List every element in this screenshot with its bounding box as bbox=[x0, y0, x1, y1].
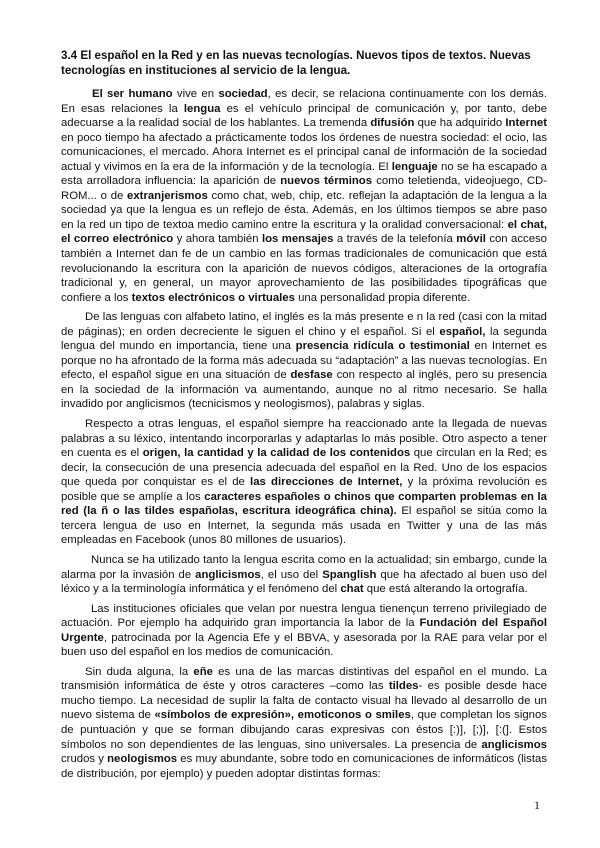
bold-term: lenguaje bbox=[391, 160, 438, 173]
text-run: Sin duda alguna, la bbox=[85, 665, 194, 678]
text-run: que circulan en la Red; es decir, la consecución de una presencia adecuada del español en la Red. Uno de los espacios que queda por conquistar es el de bbox=[61, 447, 547, 489]
text-run: es una de las marcas distintivas del español en el mundo. La transmisión informática de éste y otros caracteres –como las bbox=[61, 665, 547, 693]
text-run: la segunda lengua del mundo en importancia, tiene una bbox=[61, 325, 547, 353]
bold-term: origen, la cantidad y la calidad de los contenidos bbox=[142, 447, 411, 460]
text-run: Respecto a otras lenguas, el español siempre ha reaccionado ante la llegada de nuevas palabras a su léxico, intentando incorporarlas y adaptarlas lo más posible. Otro aspecto a tener en cuenta es el bbox=[61, 418, 547, 460]
bold-term: Fundación del Español Urgente bbox=[61, 617, 547, 644]
text-run: como teletienda, videojuego, CD-ROM... o de bbox=[61, 175, 547, 202]
text-run: vive en bbox=[172, 88, 219, 100]
text-run: en Internet es porque no ha afrontado de la forma más adecuada su “adaptación” a las nuevas tecnologías. En efecto, el español sigue en una situación de bbox=[61, 340, 547, 382]
bold-term: caracteres españoles o chinos que comparten problemas en la red (la ñ o las tildes españolas, escritura ideográfica china). bbox=[61, 490, 547, 518]
text-run: , que completan los signos de puntuación y que se forman dibujando caras expresivas con éstos [:)], [;)], [:(]. Estos símbolos no son dependientes de las lenguas, sino universales. La presencia de bbox=[61, 709, 547, 751]
bold-term: «símbolos de expresión», emoticonos o smiles bbox=[154, 709, 411, 722]
text-run: , patrocinada por la Agencia Efe y el BBVA, y asesorada por la RAE para velar por el buen uso del español en los medios de comunicación. bbox=[61, 631, 547, 659]
paragraph-4 bbox=[61, 553, 547, 597]
text-run: y ahora también bbox=[173, 233, 262, 246]
bold-term: Spanglish bbox=[322, 568, 377, 581]
text-run: con acceso también a Internet dan fe de un cambio en las formas tradicionales de comunicación que está revolucionando la escritura con la aparición de nuevos códigos, alteraciones de la ortografía tradicional y, en general, un mayor aprovechamiento de las posibilidades tipográficas que confiere a los bbox=[61, 233, 547, 304]
bold-term: chat bbox=[340, 583, 364, 596]
bold-term: tildes bbox=[388, 680, 419, 693]
text-run: como chat, web, chip, etc. reflejan la adaptación de la lengua a la sociedad ya que la lengua es un reflejo de ésta. Además, en los últimos tiempos se abre paso en la red un tipo de textoa medio camino entre la escritura y la oralidad conversacional: bbox=[61, 189, 547, 231]
text-run: crudos y bbox=[61, 753, 108, 766]
bold-term: extranjerismos bbox=[127, 189, 208, 202]
text-run: Nunca se ha utilizado tanto la lengua escrita como en la actualidad; sin embargo, cunde la alarma por la invasión de bbox=[61, 553, 547, 581]
paragraph-6 bbox=[61, 665, 547, 781]
bold-term: eñe bbox=[193, 665, 213, 678]
bold-term: El ser humano bbox=[92, 88, 173, 100]
paragraph-2 bbox=[61, 310, 547, 412]
text-run: y la próxima revolución es posible que se amplíe a los bbox=[61, 476, 548, 503]
section-heading: 3.4 El español en la Red y en las nuevas tecnologías. Nuevos tipos de textos. Nuevas tecnologías en instituciones al servicio de la lengua. bbox=[61, 49, 531, 77]
text-run: que está alterando la ortografía. bbox=[363, 583, 528, 596]
text-run: es muy abundante, sobre todo en comunicaciones de informáticos (listas de distribución, por ejemplo) y pueden adoptar distintas formas: bbox=[61, 753, 547, 780]
bold-term: lengua bbox=[183, 102, 221, 115]
bold-term: las direcciones de Internet, bbox=[250, 476, 403, 489]
text-run: que ha adquirido bbox=[414, 117, 506, 130]
text-run: una personalidad propia diferente. bbox=[294, 291, 471, 304]
text-run: que ha afectado al buen uso del léxico y a la terminología informática y el fenómeno del bbox=[61, 568, 547, 596]
document-page bbox=[61, 48, 547, 786]
bold-term: difusión bbox=[370, 117, 415, 130]
bold-term: textos electrónicos o virtuales bbox=[131, 291, 295, 304]
text-run: , es decir, se relaciona continuamente con los demás. En esas relaciones la bbox=[61, 88, 547, 115]
text-run: es el vehículo principal de comunicación y, por tanto, debe adecuarse a la realidad social de los hablantes. La tremenda bbox=[61, 102, 548, 130]
bold-term: anglicismos bbox=[481, 738, 547, 751]
text-run: De las lenguas con alfabeto latino, el inglés es la más presente e n la red (casi con la mitad de páginas); en orden decreciente le siguen el chino y el español. Si el bbox=[61, 311, 547, 338]
text-run: no se ha escapado a esta arrolladora influencia: la aparición de bbox=[61, 160, 547, 188]
paragraph-1 bbox=[61, 87, 547, 305]
text-run: en poco tiempo ha afectado a prácticamente todos los órdenes de nuestra sociedad: el ocio, las comunicaciones, el mercado. Ahora Internet es el principal canal de información de la sociedad actual y vivimos en la era de la información y de la tecnología. El bbox=[61, 131, 547, 173]
text-run: Las instituciones oficiales que velan por nuestra lengua tienençun terreno privilegiado de actuación. Por ejemplo ha adquirido gran importancia la labor de la bbox=[61, 602, 547, 630]
bold-term: nuevos términos bbox=[280, 175, 373, 188]
bold-term: el chat, el correo electrónico bbox=[61, 218, 548, 246]
bold-term: español, bbox=[439, 325, 486, 338]
paragraph-5 bbox=[61, 602, 547, 660]
bold-term: sociedad bbox=[218, 88, 268, 100]
bold-term: presencia ridícula o testimonial bbox=[295, 340, 470, 353]
text-run: - es posible desde hace mucho tiempo. La necesidad de suplir la falta de contacto visual ha llevado al desarrollo de un nuevo sistema de bbox=[61, 680, 547, 722]
bold-term: anglicismos bbox=[195, 568, 261, 581]
bold-term: Internet bbox=[505, 117, 547, 130]
paragraph-3 bbox=[61, 417, 547, 548]
page-number: 1 bbox=[534, 798, 540, 812]
bold-term: móvil bbox=[456, 233, 486, 246]
text-run: con respecto al inglés, pero su presencia en la sociedad de la información va aumentando, aunque no al ritmo necesario. Se halla invadido por anglicismos (tecnicismos y neologismos), palabras y siglas. bbox=[61, 369, 547, 411]
text-run: a través de la telefonía bbox=[333, 233, 457, 246]
text-run: , el uso del bbox=[260, 568, 323, 581]
text-run: El español se sitúa como la tercera lengua de uso en Internet, la segunda más usada en Twitter y una de las más empleadas en Facebook (unos 80 millones de usuarios). bbox=[61, 505, 547, 547]
bold-term: los mensajes bbox=[261, 233, 334, 246]
bold-term: neologismos bbox=[107, 753, 178, 766]
bold-term: desfase bbox=[290, 369, 333, 382]
